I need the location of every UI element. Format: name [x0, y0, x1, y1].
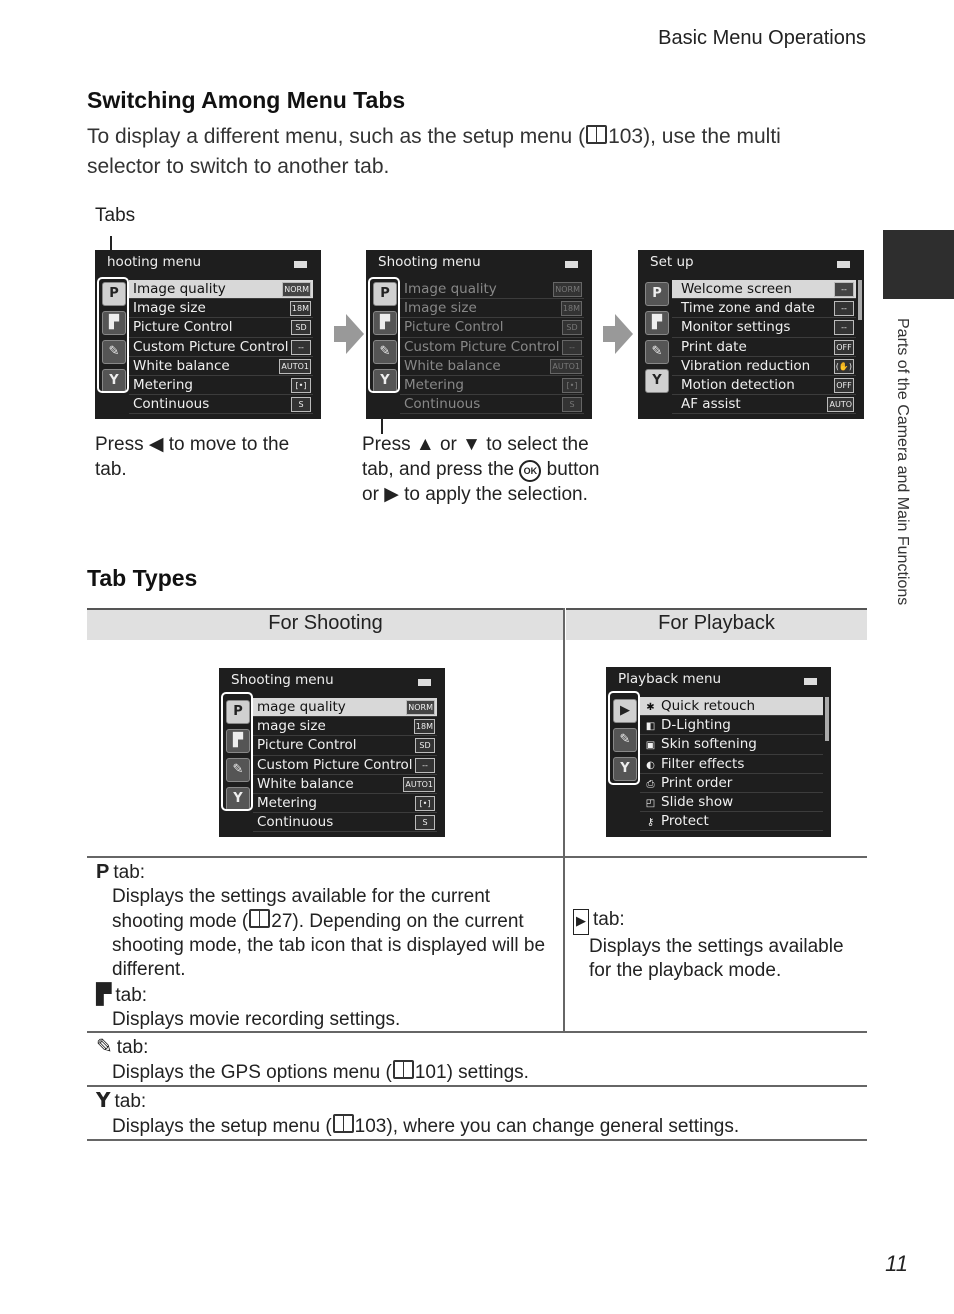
movie-camera-icon[interactable]: ▛ [226, 729, 250, 753]
filter-effects-icon: ◐ [646, 759, 655, 771]
tabs-label: Tabs [95, 205, 136, 226]
page-reference-icon [586, 125, 607, 144]
playback-tab-description: ▶ tab: Displays the settings available for the playback mode. [573, 908, 853, 983]
caption-move-to-tab: Press ◀ to move to the tab. [95, 434, 290, 480]
menu-item[interactable]: Image quality NORM [129, 280, 313, 299]
section-title-tab-types: Tab Types [87, 565, 198, 591]
menu-item[interactable]: Picture Control SD [253, 736, 437, 755]
screen-shooting-tabs [95, 250, 321, 419]
menu-item[interactable]: mage quality NORM [253, 698, 437, 717]
tab-selection-frame [608, 691, 640, 785]
menu-item[interactable]: ◧ D-Lighting [640, 716, 823, 735]
menu-item[interactable]: ◐ Filter effects [640, 755, 823, 774]
menu-item[interactable]: ▣ Skin softening [640, 735, 823, 754]
table-rule [87, 1139, 867, 1141]
wrench-icon[interactable]: Y [373, 369, 397, 393]
column-divider [563, 608, 565, 1032]
page-number: 11 [885, 1251, 908, 1276]
battery-icon [418, 679, 431, 686]
shooting-tab-icon[interactable]: P [102, 282, 126, 306]
menu-item[interactable]: ✱ Quick retouch [640, 697, 823, 716]
table-rule [87, 1085, 867, 1087]
section-title-switching-tabs: Switching Among Menu Tabs [87, 87, 406, 113]
print-order-icon: ⎙ [646, 778, 655, 790]
setup-tab-description: Y tab: Displays the setup menu ( 103), where you can change general settings. [96, 1088, 740, 1137]
wrench-icon: Y [96, 1088, 111, 1112]
play-icon[interactable]: ▶ [613, 699, 637, 723]
down-arrow-icon: ▼ [462, 434, 481, 455]
menu-item[interactable]: Metering [•] [129, 376, 313, 395]
menu-item[interactable]: Custom Picture Control -- [129, 338, 313, 357]
movie-camera-icon[interactable]: ▛ [373, 311, 397, 335]
screen-title: hooting menu [107, 254, 202, 270]
shooting-tab-icon: P [96, 861, 110, 883]
screen-playback-table [606, 667, 831, 837]
screen-title: Shooting menu [231, 672, 334, 688]
screen-title: Set up [650, 254, 694, 270]
table-rule [87, 1031, 867, 1033]
screen-title: Shooting menu [378, 254, 481, 270]
shooting-tab-icon[interactable]: P [373, 282, 397, 306]
menu-item[interactable]: Metering [•] [253, 794, 437, 813]
retouch-icon: ✱ [646, 702, 655, 713]
skin-softening-icon: ▣ [645, 740, 656, 752]
menu-item[interactable]: Monitor settings -- [672, 318, 856, 337]
wrench-icon[interactable]: Y [102, 369, 126, 393]
menu-item[interactable]: Motion detection OFF [672, 376, 856, 395]
menu-item[interactable]: White balance AUTO1 [400, 357, 584, 376]
play-icon: ▶ [573, 909, 589, 935]
scrollbar[interactable] [825, 697, 829, 741]
screen-shooting-dimmed [366, 250, 592, 419]
menu-item[interactable]: Image quality NORM [400, 280, 584, 299]
menu-item[interactable]: White balance AUTO1 [253, 775, 437, 794]
menu-item[interactable]: Picture Control SD [129, 318, 313, 337]
chapter-side-label: Parts of the Camera and Main Functions [894, 318, 911, 606]
menu-item[interactable]: Vibration reduction (✋) [672, 357, 856, 376]
right-arrow-icon: ▶ [384, 484, 399, 505]
table-rule [87, 856, 867, 858]
ok-button-icon: OK [519, 460, 541, 482]
menu-item[interactable]: ⎙ Print order [640, 774, 823, 793]
shooting-tab-icon[interactable]: P [226, 700, 250, 724]
p-tab-description: P tab: Displays the settings available for the current shooting mode ( 27). Depending on the current shooting mode, the tab icon that is displayed will be different. ▛ tab: Displays movie recording settings. [96, 861, 546, 1030]
movie-camera-icon: ▛ [96, 982, 112, 1006]
battery-icon [294, 261, 307, 268]
menu-item[interactable]: Print date OFF [672, 338, 856, 357]
page-reference-icon [393, 1060, 414, 1079]
satellite-icon[interactable]: ✎ [613, 728, 637, 752]
menu-item[interactable]: ◰ Slide show [640, 793, 823, 812]
menu-list [400, 280, 584, 414]
screen-setup [638, 250, 864, 419]
chapter-tab-marker [883, 230, 954, 299]
battery-icon [837, 261, 850, 268]
menu-item[interactable]: White balance AUTO1 [129, 357, 313, 376]
tab-selection-frame [221, 692, 253, 811]
screen-title: Playback menu [618, 671, 722, 687]
column-header-playback: For Playback [566, 608, 867, 640]
left-arrow-icon: ◀ [148, 434, 164, 455]
tab-column [641, 278, 671, 398]
gps-tab-description: ✎ tab: Displays the GPS options menu ( 101) settings. [96, 1034, 529, 1083]
d-lighting-icon: ◧ [645, 721, 656, 733]
page-reference-icon [249, 909, 270, 928]
menu-item[interactable]: Metering [•] [400, 376, 584, 395]
scrollbar[interactable] [858, 280, 862, 320]
menu-item[interactable]: mage size 18M [253, 717, 437, 736]
caption-select-tab: Press ▲ or ▼ to select the tab, and press the OK button or ▶ to apply the selection. [362, 434, 600, 505]
menu-item[interactable]: Continuous S [253, 813, 437, 832]
movie-camera-icon[interactable]: ▛ [645, 311, 669, 335]
satellite-icon[interactable]: ✎ [373, 340, 397, 364]
movie-camera-icon[interactable]: ▛ [102, 311, 126, 335]
page-reference-icon [333, 1114, 354, 1133]
menu-list [129, 280, 313, 414]
menu-list [253, 698, 437, 832]
key-icon: ⚷ [646, 817, 655, 829]
up-arrow-icon: ▲ [415, 434, 435, 455]
slide-show-icon: ◰ [645, 797, 656, 809]
menu-item[interactable]: Picture Control SD [400, 318, 584, 337]
menu-item[interactable]: Time zone and date -- [672, 299, 856, 318]
intro-paragraph: To display a different menu, such as the setup menu ( 103), use the multi selector to switch to another tab. [87, 125, 781, 178]
menu-item[interactable]: Image size 18M [129, 299, 313, 318]
satellite-icon[interactable]: ✎ [645, 340, 669, 364]
menu-item[interactable]: Custom Picture Control -- [400, 338, 584, 357]
menu-item[interactable]: ⚷ Protect [640, 812, 823, 831]
battery-icon [804, 678, 817, 685]
tab-selection-frame [97, 277, 129, 393]
menu-list [640, 697, 823, 831]
menu-item[interactable]: Continuous S [400, 395, 584, 414]
battery-icon [565, 261, 578, 268]
flow-arrow-icon [346, 314, 364, 354]
menu-item[interactable]: Image size 18M [400, 299, 584, 318]
wrench-icon[interactable]: Y [645, 369, 669, 393]
satellite-icon[interactable]: ✎ [226, 758, 250, 782]
tab-selection-frame [368, 277, 400, 393]
menu-item[interactable]: Custom Picture Control -- [253, 756, 437, 775]
column-header-shooting: For Shooting [87, 608, 564, 640]
wrench-icon[interactable]: Y [613, 757, 637, 781]
menu-list [672, 280, 856, 414]
wrench-icon[interactable]: Y [226, 787, 250, 811]
satellite-icon: ✎ [96, 1034, 113, 1058]
menu-item[interactable]: AF assist AUTO [672, 395, 856, 414]
flow-arrow-icon [615, 314, 633, 354]
screen-shooting-table [219, 668, 445, 837]
satellite-icon[interactable]: ✎ [102, 340, 126, 364]
menu-item[interactable]: Welcome screen -- [672, 280, 856, 299]
menu-item[interactable]: Continuous S [129, 395, 313, 414]
running-head: Basic Menu Operations [658, 27, 866, 49]
shooting-tab-icon[interactable]: P [645, 282, 669, 306]
